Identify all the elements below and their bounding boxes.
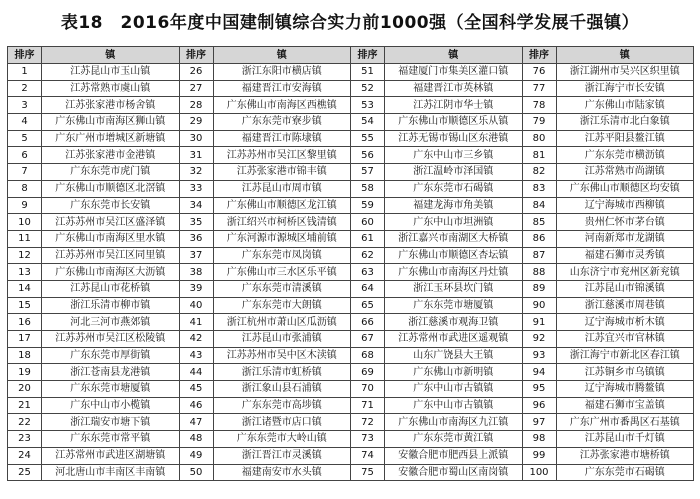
header-rank: 排序: [179, 47, 213, 64]
town-cell: 贵州仁怀市茅台镇: [556, 214, 694, 231]
rank-cell: 55: [351, 130, 385, 147]
rank-cell: 30: [179, 130, 213, 147]
town-cell: 江苏苏州市吴江区松陵镇: [42, 331, 180, 348]
table-row: [8, 431, 694, 448]
rank-cell: 72: [351, 414, 385, 431]
table-row: [8, 331, 694, 348]
town-cell: 广东佛山市南海区西樵镇: [213, 97, 351, 114]
town-cell: 广东东莞市大岭山镇: [213, 431, 351, 448]
town-cell: 广东佛山市南海区九江镇: [385, 414, 523, 431]
town-cell: 广东佛山市陆家镇: [556, 97, 694, 114]
rank-cell: 63: [351, 264, 385, 281]
header-row: [8, 47, 694, 64]
rank-cell: 91: [522, 314, 556, 331]
rank-cell: 12: [8, 247, 42, 264]
rank-cell: 62: [351, 247, 385, 264]
rank-cell: 33: [179, 180, 213, 197]
rank-cell: 39: [179, 280, 213, 297]
rank-cell: 45: [179, 381, 213, 398]
rank-cell: 83: [522, 180, 556, 197]
town-cell: 广东佛山市南海区大沥镇: [42, 264, 180, 281]
rank-cell: 59: [351, 197, 385, 214]
table-row: [8, 230, 694, 247]
table-row: [8, 197, 694, 214]
table-row: [8, 381, 694, 398]
town-cell: 河北三河市燕郊镇: [42, 314, 180, 331]
rank-cell: 35: [179, 214, 213, 231]
rank-cell: 36: [179, 230, 213, 247]
table-row: [8, 314, 694, 331]
town-cell: 安徽合肥市蜀山区南岗镇: [385, 464, 523, 481]
town-cell: 广东东莞市常平镇: [42, 431, 180, 448]
rank-cell: 32: [179, 164, 213, 181]
town-cell: 广东中山市三乡镇: [385, 147, 523, 164]
town-cell: 福建厦门市集美区灌口镇: [385, 64, 523, 81]
rank-cell: 61: [351, 230, 385, 247]
town-cell: 浙江杭州市萧山区瓜沥镇: [213, 314, 351, 331]
rank-cell: 11: [8, 230, 42, 247]
town-cell: 江苏苏州市吴江区同里镇: [42, 247, 180, 264]
town-cell: 广东广州市增城区新塘镇: [42, 130, 180, 147]
table-row: [8, 364, 694, 381]
town-cell: 浙江象山县石浦镇: [213, 381, 351, 398]
table-row: [8, 297, 694, 314]
town-cell: 江苏张家港市塘桥镇: [556, 447, 694, 464]
rank-cell: 29: [179, 114, 213, 131]
town-cell: 广东佛山市顺德区乐从镇: [385, 114, 523, 131]
rank-cell: 20: [8, 381, 42, 398]
rank-cell: 34: [179, 197, 213, 214]
town-cell: 浙江玉环县坎门镇: [385, 280, 523, 297]
town-cell: 江苏苏州市吴江区黎里镇: [213, 147, 351, 164]
rank-cell: 82: [522, 164, 556, 181]
rank-cell: 80: [522, 130, 556, 147]
rank-cell: 31: [179, 147, 213, 164]
rank-cell: 19: [8, 364, 42, 381]
town-cell: 广东中山市坦洲镇: [385, 214, 523, 231]
rank-cell: 67: [351, 331, 385, 348]
rank-cell: 54: [351, 114, 385, 131]
rank-cell: 44: [179, 364, 213, 381]
rank-cell: 85: [522, 214, 556, 231]
town-cell: 江苏张家港市锦丰镇: [213, 164, 351, 181]
rank-cell: 66: [351, 314, 385, 331]
town-cell: 浙江湖州市吴兴区织里镇: [556, 64, 694, 81]
rank-cell: 41: [179, 314, 213, 331]
rank-cell: 79: [522, 114, 556, 131]
town-cell: 福建石狮市灵秀镇: [556, 247, 694, 264]
rank-cell: 51: [351, 64, 385, 81]
rank-cell: 28: [179, 97, 213, 114]
rank-cell: 90: [522, 297, 556, 314]
town-cell: 广东中山市古镇镇: [385, 381, 523, 398]
rank-cell: 42: [179, 331, 213, 348]
rank-cell: 96: [522, 397, 556, 414]
town-cell: 广东东莞市石碣镇: [385, 180, 523, 197]
town-cell: 广东佛山市南海区里水镇: [42, 230, 180, 247]
rank-cell: 15: [8, 297, 42, 314]
rank-cell: 78: [522, 97, 556, 114]
town-cell: 安徽合肥市肥西县上派镇: [385, 447, 523, 464]
table-row: [8, 164, 694, 181]
rank-cell: 75: [351, 464, 385, 481]
town-cell: 江苏昆山市玉山镇: [42, 64, 180, 81]
town-cell: 福建晋江市陈埭镇: [213, 130, 351, 147]
rank-cell: 70: [351, 381, 385, 398]
table-row: [8, 130, 694, 147]
town-cell: 江苏张家港市杨舍镇: [42, 97, 180, 114]
town-cell: 广东东莞市凤岗镇: [213, 247, 351, 264]
table-row: [8, 447, 694, 464]
rank-cell: 37: [179, 247, 213, 264]
town-cell: 广东东莞市塘厦镇: [42, 381, 180, 398]
table-row: [8, 347, 694, 364]
town-cell: 广东佛山市顺德区杏坛镇: [385, 247, 523, 264]
town-cell: 福建晋江市英林镇: [385, 80, 523, 97]
town-cell: 广东中山市古镇镇: [385, 397, 523, 414]
rank-cell: 71: [351, 397, 385, 414]
town-cell: 江苏常州市武进区遥观镇: [385, 331, 523, 348]
rank-cell: 81: [522, 147, 556, 164]
town-cell: 江苏苏州市吴江区盛泽镇: [42, 214, 180, 231]
rank-cell: 49: [179, 447, 213, 464]
rank-cell: 89: [522, 280, 556, 297]
table-title: 表18 2016年度中国建制镇综合实力前1000强（全国科学发展千强镇）: [60, 13, 640, 33]
header-town: 镇: [556, 47, 694, 64]
rank-cell: 43: [179, 347, 213, 364]
town-cell: 广东佛山市顺德区北滘镇: [42, 180, 180, 197]
table-row: [8, 64, 694, 81]
town-cell: 浙江乐清市柳市镇: [42, 297, 180, 314]
town-cell: 浙江东阳市横店镇: [213, 64, 351, 81]
table-row: [8, 114, 694, 131]
rank-cell: 22: [8, 414, 42, 431]
rank-cell: 53: [351, 97, 385, 114]
rank-cell: 48: [179, 431, 213, 448]
rank-cell: 86: [522, 230, 556, 247]
rank-cell: 69: [351, 364, 385, 381]
town-cell: 江苏铜乡市乌镇镇: [556, 364, 694, 381]
rank-cell: 9: [8, 197, 42, 214]
town-cell: 浙江乐清市北白象镇: [556, 114, 694, 131]
table-row: [8, 464, 694, 481]
rank-cell: 5: [8, 130, 42, 147]
header-rank: 排序: [8, 47, 42, 64]
rank-cell: 84: [522, 197, 556, 214]
town-cell: 江苏昆山市千灯镇: [556, 431, 694, 448]
town-cell: 江苏昆山市周市镇: [213, 180, 351, 197]
town-cell: 广东东莞市黄江镇: [385, 431, 523, 448]
table-body: [8, 64, 694, 481]
town-cell: 广东东莞市横沥镇: [556, 147, 694, 164]
town-cell: 江苏昆山市锦溪镇: [556, 280, 694, 297]
town-cell: 江苏平阳县鳌江镇: [556, 130, 694, 147]
town-cell: 浙江乐清市虹桥镇: [213, 364, 351, 381]
rank-cell: 52: [351, 80, 385, 97]
rank-cell: 99: [522, 447, 556, 464]
rank-cell: 40: [179, 297, 213, 314]
town-cell: 广东佛山市南海区狮山镇: [42, 114, 180, 131]
town-cell: 浙江晋江市灵溪镇: [213, 447, 351, 464]
rank-cell: 38: [179, 264, 213, 281]
town-cell: 河北唐山市丰南区丰南镇: [42, 464, 180, 481]
town-cell: 浙江慈溪市周巷镇: [556, 297, 694, 314]
rank-cell: 3: [8, 97, 42, 114]
town-cell: 广东东莞市石碣镇: [556, 464, 694, 481]
rank-cell: 13: [8, 264, 42, 281]
rank-cell: 57: [351, 164, 385, 181]
rank-cell: 68: [351, 347, 385, 364]
town-cell: 广东东莞市清溪镇: [213, 280, 351, 297]
rank-cell: 47: [179, 414, 213, 431]
rank-cell: 24: [8, 447, 42, 464]
table-row: [8, 247, 694, 264]
rank-cell: 74: [351, 447, 385, 464]
rank-cell: 94: [522, 364, 556, 381]
town-cell: 广东东莞市塘厦镇: [385, 297, 523, 314]
table-row: [8, 147, 694, 164]
town-cell: 河南新郑市龙湖镇: [556, 230, 694, 247]
rank-cell: 92: [522, 331, 556, 348]
town-cell: 广东东莞市厚街镇: [42, 347, 180, 364]
town-cell: 浙江嘉兴市南湖区大桥镇: [385, 230, 523, 247]
town-cell: 广东东莞市高埗镇: [213, 397, 351, 414]
rank-cell: 14: [8, 280, 42, 297]
town-cell: 江苏昆山市花桥镇: [42, 280, 180, 297]
town-cell: 江苏常州市武进区湖塘镇: [42, 447, 180, 464]
rank-cell: 87: [522, 247, 556, 264]
town-cell: 广东东莞市寮步镇: [213, 114, 351, 131]
rank-cell: 21: [8, 397, 42, 414]
town-cell: 山东济宁市兖州区新兖镇: [556, 264, 694, 281]
rank-cell: 10: [8, 214, 42, 231]
rank-cell: 60: [351, 214, 385, 231]
ranking-table: [7, 46, 694, 481]
rank-cell: 17: [8, 331, 42, 348]
rank-cell: 56: [351, 147, 385, 164]
town-cell: 浙江温岭市泽国镇: [385, 164, 523, 181]
rank-cell: 50: [179, 464, 213, 481]
town-cell: 广东广州市番禺区石基镇: [556, 414, 694, 431]
town-cell: 江苏无锡市锡山区东港镇: [385, 130, 523, 147]
town-cell: 福建南安市水头镇: [213, 464, 351, 481]
town-cell: 广东东莞市大朗镇: [213, 297, 351, 314]
header-town: 镇: [213, 47, 351, 64]
town-cell: 广东佛山市南海区丹灶镇: [385, 264, 523, 281]
town-cell: 辽宁海城市腾鳌镇: [556, 381, 694, 398]
rank-cell: 73: [351, 431, 385, 448]
rank-cell: 100: [522, 464, 556, 481]
rank-cell: 58: [351, 180, 385, 197]
rank-cell: 1: [8, 64, 42, 81]
table-row: [8, 414, 694, 431]
rank-cell: 16: [8, 314, 42, 331]
rank-cell: 23: [8, 431, 42, 448]
town-cell: 江苏苏州市吴中区木渎镇: [213, 347, 351, 364]
header-rank: 排序: [351, 47, 385, 64]
town-cell: 浙江瑞安市塘下镇: [42, 414, 180, 431]
rank-cell: 8: [8, 180, 42, 197]
town-cell: 辽宁海城市西柳镇: [556, 197, 694, 214]
header-town: 镇: [385, 47, 523, 64]
town-cell: 浙江诸暨市店口镇: [213, 414, 351, 431]
rank-cell: 26: [179, 64, 213, 81]
town-cell: 广东佛山市顺德区龙江镇: [213, 197, 351, 214]
table-row: [8, 214, 694, 231]
rank-cell: 88: [522, 264, 556, 281]
rank-cell: 27: [179, 80, 213, 97]
town-cell: 浙江慈溪市观海卫镇: [385, 314, 523, 331]
town-cell: 浙江海宁市长安镇: [556, 80, 694, 97]
rank-cell: 4: [8, 114, 42, 131]
town-cell: 福建石狮市宝盖镇: [556, 397, 694, 414]
town-cell: 广东中山市小榄镇: [42, 397, 180, 414]
town-cell: 广东东莞市虎门镇: [42, 164, 180, 181]
rank-cell: 77: [522, 80, 556, 97]
town-cell: 浙江海宁市新北区春江镇: [556, 347, 694, 364]
rank-cell: 65: [351, 297, 385, 314]
town-cell: 江苏宜兴市官林镇: [556, 331, 694, 348]
rank-cell: 64: [351, 280, 385, 297]
town-cell: 广东河源市源城区埔前镇: [213, 230, 351, 247]
rank-cell: 98: [522, 431, 556, 448]
rank-cell: 95: [522, 381, 556, 398]
table-row: [8, 97, 694, 114]
town-cell: 江苏江阴市华士镇: [385, 97, 523, 114]
town-cell: 江苏昆山市张浦镇: [213, 331, 351, 348]
table-row: [8, 264, 694, 281]
town-cell: 江苏常熟市尚湖镇: [556, 164, 694, 181]
rank-cell: 46: [179, 397, 213, 414]
rank-cell: 18: [8, 347, 42, 364]
table-row: [8, 280, 694, 297]
rank-cell: 2: [8, 80, 42, 97]
town-cell: 江苏常熟市虞山镇: [42, 80, 180, 97]
rank-cell: 97: [522, 414, 556, 431]
rank-cell: 6: [8, 147, 42, 164]
header-rank: 排序: [522, 47, 556, 64]
town-cell: 浙江绍兴市柯桥区钱清镇: [213, 214, 351, 231]
rank-cell: 25: [8, 464, 42, 481]
town-cell: 广东佛山市顺德区均安镇: [556, 180, 694, 197]
table-row: [8, 397, 694, 414]
rank-cell: 7: [8, 164, 42, 181]
table-row: [8, 180, 694, 197]
town-cell: 广东佛山市新明镇: [385, 364, 523, 381]
town-cell: 浙江苍南县龙港镇: [42, 364, 180, 381]
town-cell: 辽宁海城市析木镇: [556, 314, 694, 331]
town-cell: 福建晋江市安海镇: [213, 80, 351, 97]
rank-cell: 76: [522, 64, 556, 81]
town-cell: 福建龙海市角美镇: [385, 197, 523, 214]
header-town: 镇: [42, 47, 180, 64]
town-cell: 广东佛山市三水区乐平镇: [213, 264, 351, 281]
rank-cell: 93: [522, 347, 556, 364]
town-cell: 江苏张家港市金港镇: [42, 147, 180, 164]
town-cell: 广东东莞市长安镇: [42, 197, 180, 214]
town-cell: 山东广饶县大王镇: [385, 347, 523, 364]
table-row: [8, 80, 694, 97]
